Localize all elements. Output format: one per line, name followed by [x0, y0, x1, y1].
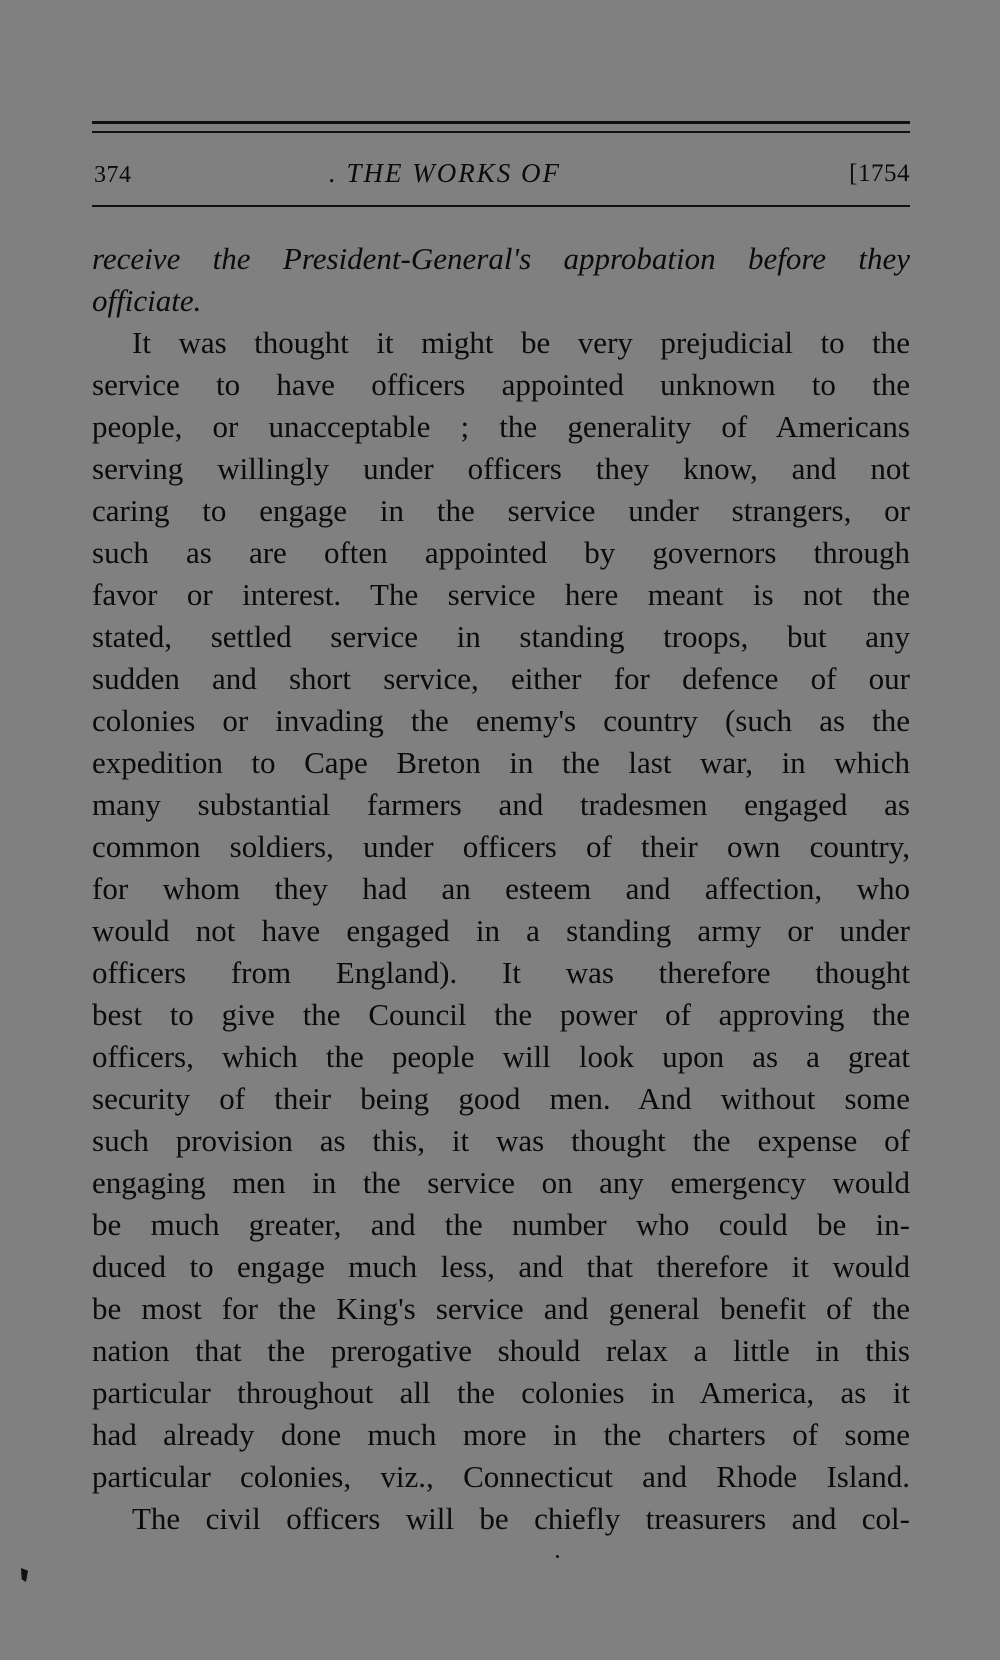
text-line: service to have officers appointed unknown to the [92, 367, 910, 402]
running-header [92, 152, 910, 196]
text-line: security of their being good men. And without some [92, 1081, 910, 1116]
text-line: stated, settled service in standing troops, but any [92, 619, 910, 654]
text-line: caring to engage in the service under strangers, or [92, 493, 910, 528]
text-line: common soldiers, under officers of their own country, [92, 829, 910, 864]
running-title: . THE WORKS OF [329, 158, 561, 188]
text-line: officiate. [92, 283, 202, 318]
top-double-rule-upper [92, 121, 910, 124]
text-line: It was thought it might be very prejudicial to the [132, 325, 910, 360]
page-number: 374 [94, 162, 132, 188]
text-line: would not have engaged in a standing army or under [92, 913, 910, 948]
text-line: favor or interest. The service here meant is not the [92, 577, 910, 612]
text-line: serving willingly under officers they know, and not [92, 451, 910, 486]
body-text [92, 238, 910, 1540]
book-page [92, 0, 910, 1660]
text-line: particular throughout all the colonies in America, as it [92, 1375, 910, 1410]
text-line: many substantial farmers and tradesmen engaged as [92, 787, 910, 822]
text-line: officers from England). It was therefore thought [92, 955, 910, 990]
text-line: officers, which the people will look upon as a great [92, 1039, 910, 1074]
text-line: for whom they had an esteem and affection, who [92, 871, 910, 906]
text-line: people, or unacceptable ; the generality of Americans [92, 409, 910, 444]
text-line: nation that the prerogative should relax a little in this [92, 1333, 910, 1368]
top-double-rule-lower [92, 131, 910, 133]
text-line: such as are often appointed by governors through [92, 535, 910, 570]
scan-mark [21, 1568, 28, 1582]
text-line: sudden and short service, either for defence of our [92, 661, 910, 696]
print-speck [556, 1555, 559, 1558]
text-line: be most for the King's service and general benefit of the [92, 1291, 910, 1326]
text-line: be much greater, and the number who could be in- [92, 1207, 910, 1242]
year-marker: [1754 [849, 160, 910, 187]
text-line: duced to engage much less, and that therefore it would [92, 1249, 910, 1284]
text-line: had already done much more in the charters of some [92, 1417, 910, 1452]
header-rule [92, 205, 910, 207]
text-line: colonies or invading the enemy's country (such as the [92, 703, 910, 738]
text-line: engaging men in the service on any emergency would [92, 1165, 910, 1200]
text-line: receive the President-General's approbation before they [92, 241, 910, 276]
text-line: expedition to Cape Breton in the last war, in which [92, 745, 910, 780]
text-line: such provision as this, it was thought the expense of [92, 1123, 910, 1158]
text-line: The civil officers will be chiefly treasurers and col- [132, 1501, 910, 1536]
text-line: particular colonies, viz., Connecticut and Rhode Island. [92, 1459, 910, 1494]
text-line: best to give the Council the power of approving the [92, 997, 910, 1032]
